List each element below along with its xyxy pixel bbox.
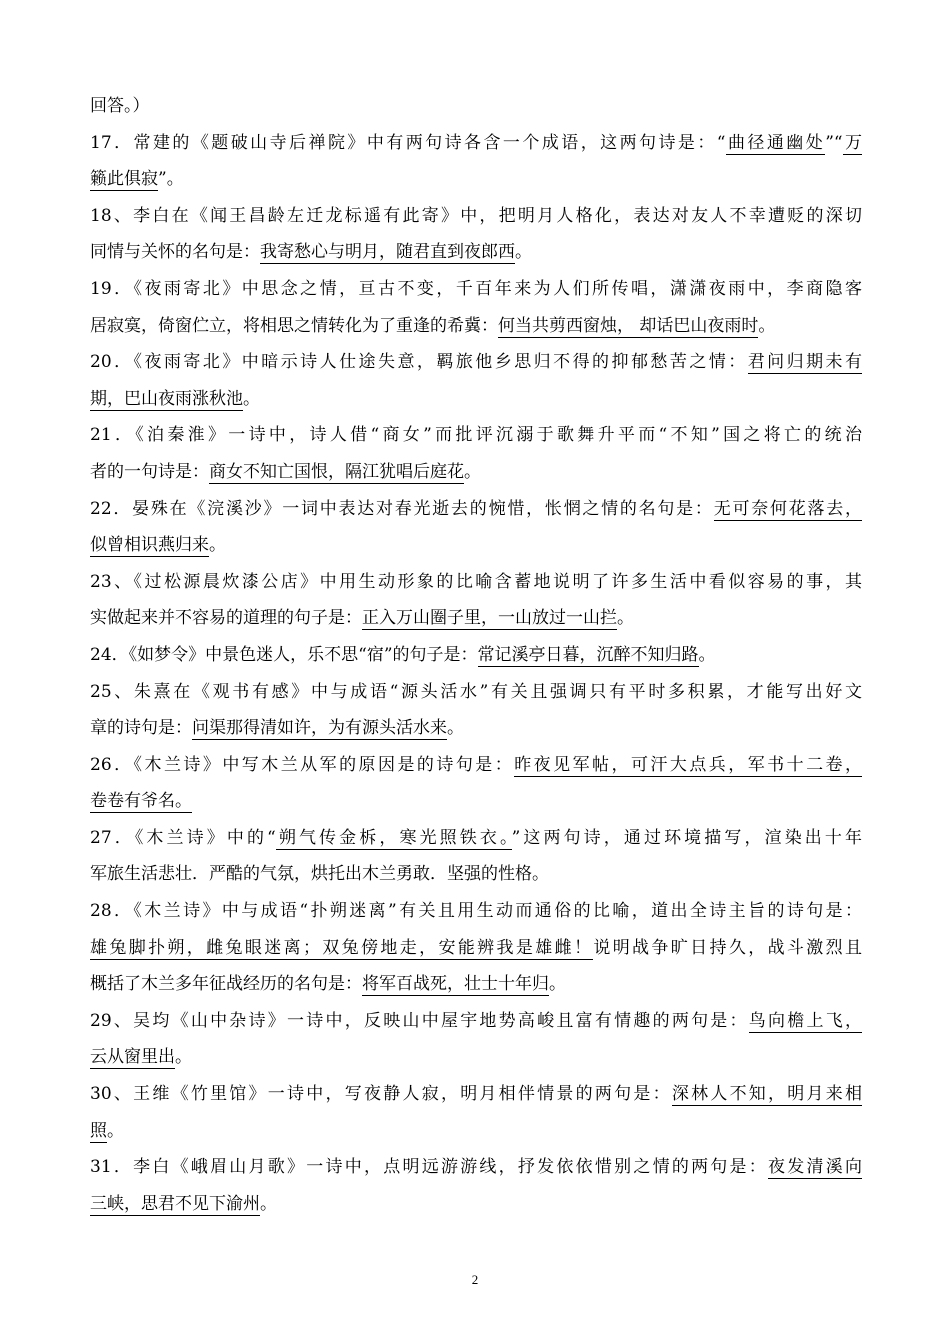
text-segment: 23、《过松源晨炊漆公店》中用生动形象的比喻含蓄地说明了许多生活中看似容易的事，其 — [90, 571, 862, 592]
underlined-answer: 无可奈何花落去， — [713, 498, 862, 519]
text-segment: ”这两句诗，通过环境描写，渲染出十年 — [511, 827, 862, 848]
text-line — [90, 564, 862, 601]
text-line — [90, 454, 862, 491]
text-segment: 30、王维《竹里馆》一诗中，写夜静人寂，明月相伴情景的两句是： — [90, 1084, 672, 1105]
text-segment: 概括了木兰多年征战经历的名句是： — [90, 974, 362, 995]
text-segment: 31．李白《峨眉山月歌》一诗中，点明远游游线，抒发依依惜别之情的两句是： — [90, 1157, 769, 1178]
text-segment: 军旅生活悲壮．严酷的气氛，烘托出木兰勇敢．坚强的性格。 — [90, 864, 549, 885]
text-segment: 。 — [515, 242, 532, 263]
underlined-answer: 昨夜见军帖，可汗大点兵，军书十二卷， — [514, 754, 862, 775]
text-line — [90, 125, 862, 162]
text-line — [90, 1149, 862, 1186]
page-number: 2 — [471, 1272, 479, 1287]
underlined-answer: 问渠那得清如许，为有源头活水来 — [192, 718, 447, 739]
text-segment: 21．《泊秦淮》一诗中，诗人借“商女”而批评沉溺于歌舞升平而“不知”国之将亡的统治 — [90, 425, 862, 446]
text-line — [90, 930, 862, 967]
text-line — [90, 1076, 862, 1113]
text-segment: 28．《木兰诗》中与成语“扑朔迷离”有关且用生动而通俗的比喻，道出全诗主旨的诗句是： — [90, 901, 862, 922]
text-line — [90, 1003, 862, 1040]
text-line — [90, 966, 862, 1003]
text-line — [90, 1113, 862, 1150]
text-line — [90, 344, 862, 381]
text-segment: 实做起来并不容易的道理的句子是： — [90, 608, 362, 629]
underlined-answer: 夜发清溪向 — [768, 1157, 862, 1178]
text-segment: 。 — [698, 644, 716, 665]
underlined-answer: 我寄愁心与明月，随君直到夜郎西 — [260, 242, 515, 263]
text-line — [90, 1186, 862, 1223]
underlined-answer: 曲径通幽处 — [725, 132, 826, 153]
text-line — [90, 637, 862, 674]
text-segment: 22．晏殊在《浣溪沙》一词中表达对春光逝去的惋惜，怅惘之情的名句是： — [90, 498, 714, 519]
text-line — [90, 161, 862, 198]
text-line — [90, 308, 862, 345]
text-segment: 说明战争旷日持久，战斗激烈且 — [593, 937, 862, 958]
underlined-answer: 万 — [842, 132, 862, 153]
underlined-answer: 何当共剪西窗烛， 却话巴山夜雨时 — [498, 315, 759, 336]
text-segment: 。 — [758, 315, 776, 336]
text-line — [90, 527, 862, 564]
underlined-answer: 深林人不知，明月来相 — [671, 1084, 862, 1105]
text-segment: 。 — [464, 461, 481, 482]
text-segment: 者的一句诗是： — [90, 461, 209, 482]
text-segment: 25、朱熹在《观书有感》中与成语“源头活水”有关且强调只有平时多积累，才能写出好文 — [90, 681, 862, 702]
text-line — [90, 747, 862, 784]
underlined-answer: 朔气传金柝，寒光照铁衣。 — [275, 827, 512, 848]
underlined-answer: 期，巴山夜雨涨秋池 — [90, 388, 243, 409]
text-line — [90, 417, 862, 454]
text-segment: 回答。） — [90, 96, 150, 116]
text-segment: 。 — [107, 1120, 124, 1141]
text-line — [90, 820, 862, 857]
text-segment: 17．常建的《题破山寺后禅院》中有两句诗各含一个成语，这两句诗是：“ — [90, 132, 726, 153]
underlined-answer: 将军百战死，壮士十年归 — [362, 974, 549, 995]
underlined-answer: 似曾相识燕归来 — [90, 535, 209, 556]
text-line — [90, 1039, 862, 1076]
text-segment: 。 — [175, 1047, 192, 1068]
text-segment: 。 — [447, 718, 464, 739]
text-line — [90, 381, 862, 418]
underlined-answer: 君问归期未有 — [747, 352, 862, 373]
text-segment: ”。 — [158, 169, 184, 190]
text-segment: 同情与关怀的名句是： — [90, 242, 260, 263]
underlined-answer: 籁此俱寂 — [90, 169, 158, 190]
text-line — [90, 88, 862, 125]
text-segment: 章的诗句是： — [90, 718, 192, 739]
text-line — [90, 234, 862, 271]
text-segment: 24．《如梦令》中景色迷人，乐不思“宿”的句子是： — [90, 644, 478, 665]
text-segment: 29、吴均《山中杂诗》一诗中，反映山中屋宇地势高峻且富有情趣的两句是： — [90, 1010, 749, 1031]
text-segment: 。 — [209, 535, 226, 556]
text-line — [90, 856, 862, 893]
text-line — [90, 893, 862, 930]
text-line — [90, 198, 862, 235]
text-line — [90, 271, 862, 308]
text-segment: 。 — [260, 1193, 277, 1214]
text-segment: 。 — [617, 608, 634, 629]
text-line — [90, 710, 862, 747]
text-segment: 19．《夜雨寄北》中思念之情，亘古不变，千百年来为人们所传唱，潇潇夜雨中，李商隐客 — [90, 278, 862, 299]
text-line — [90, 491, 862, 528]
text-segment: 26．《木兰诗》中写木兰从军的原因是的诗句是： — [90, 754, 515, 775]
underlined-answer: 雄兔脚扑朔，雌兔眼迷离；双兔傍地走，安能辨我是雄雌！ — [90, 937, 594, 958]
text-segment: 27．《木兰诗》中的“ — [90, 827, 276, 848]
underlined-answer: 正入万山圈子里，一山放过一山拦 — [362, 608, 617, 629]
underlined-answer: 照 — [90, 1120, 107, 1141]
text-segment: 。 — [549, 974, 566, 995]
underlined-answer: 商女不知亡国恨，隔江犹唱后庭花 — [209, 461, 464, 482]
text-segment: 20．《夜雨寄北》中暗示诗人仕途失意，羁旅他乡思归不得的抑郁愁苦之情： — [90, 352, 748, 373]
body-text — [90, 88, 862, 1222]
underlined-answer: 卷卷有爷名。 — [90, 791, 192, 812]
text-segment: ”“ — [825, 132, 843, 153]
text-line — [90, 674, 862, 711]
text-segment: 18、李白在《闻王昌龄左迁龙标遥有此寄》中，把明月人格化，表达对友人不幸遭贬的深切 — [90, 205, 862, 226]
text-line — [90, 783, 862, 820]
underlined-answer: 云从窗里出 — [90, 1047, 175, 1068]
text-segment: 居寂寞，倚窗伫立，将相思之情转化为了重逢的希冀： — [90, 315, 498, 336]
underlined-answer: 常记溪亭日暮，沉醉不知归路 — [477, 644, 699, 665]
text-segment: 。 — [243, 388, 260, 409]
text-line — [90, 600, 862, 637]
underlined-answer: 鸟向檐上飞， — [748, 1010, 862, 1031]
underlined-answer: 三峡，思君不见下渝州 — [90, 1193, 260, 1214]
